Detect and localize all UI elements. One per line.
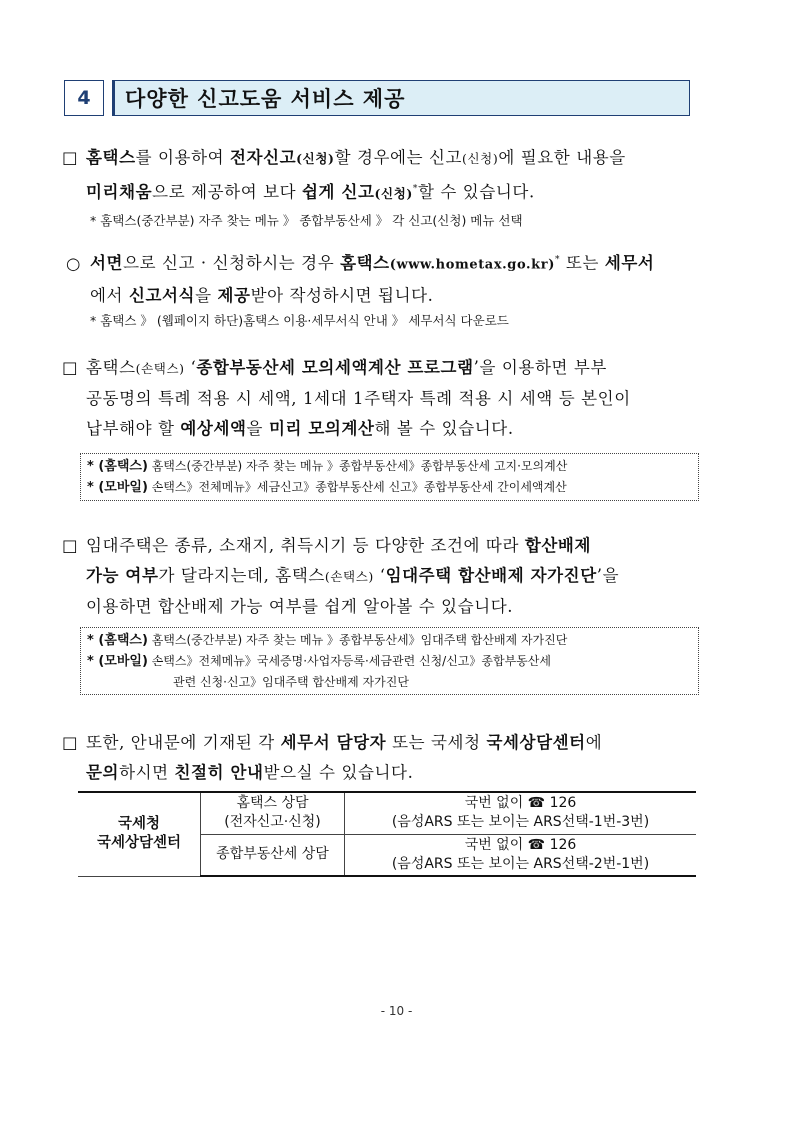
phone-number[interactable]: 국번 없이 ☎ 126 [464, 836, 577, 853]
section-header [64, 80, 690, 118]
paragraph-simulator: □ 홈택스(손택스) ‘종합부동산세 모의세액계산 프로그램’을 이용하면 부부 공동명의 특례 적용 시 세액, 1세대 1주택자 특례 적용 시 세액 등 본인이 납부해야 할 예상세액을 미리 모의계산해 볼 수 있습니다. [62, 353, 702, 444]
paragraph-rental-exclusion: □ 임대주택은 종류, 소재지, 취득시기 등 다양한 조건에 따라 합산배제 가능 여부가 달라지는데, 홈택스(손택스) ‘임대주택 합산배제 자가진단’을 이용하면 합산배제 가능 여부를 쉽게 알아볼 수 있습니다. [62, 531, 702, 622]
path-box-simulator: * (홈택스) 홈택스(중간부분) 자주 찾는 메뉴 》종합부동산세》종합부동산세 고지·모의계산 * (모바일) 손택스》전체메뉴》세금신고》종합부동산세 신고》종합부동산세 간이세액계산 [80, 453, 699, 501]
circle-bullet-icon: ○ [66, 253, 81, 273]
phone-number[interactable]: 국번 없이 ☎ 126 [464, 795, 577, 812]
paragraph-prefill: □ 홈택스를 이용하여 전자신고(신청)할 경우에는 신고(신청)에 필요한 내용을 미리채움으로 제공하여 보다 쉽게 신고(신청)*할 수 있습니다. [62, 143, 702, 209]
footnote-hometax-menu: * 홈택스(중간부분) 자주 찾는 메뉴 》 종합부동산세 》 각 신고(신청) 메뉴 선택 [90, 213, 523, 228]
phone-cell: 국번 없이 ☎ 126 (음성ARS 또는 보이는 ARS선택-1번-3번) [345, 792, 697, 834]
table-row [78, 792, 696, 834]
footnote-form-download: * 홈택스 》 (웹페이지 하단)홈택스 이용·세무서식 안내 》 세무서식 다운로드 [90, 313, 509, 328]
org-cell: 국세청 국세상담센터 [78, 792, 201, 876]
phone-cell: 국번 없이 ☎ 126 (음성ARS 또는 보이는 ARS선택-2번-1번) [345, 834, 697, 876]
section-title: 다양한 신고도움 서비스 제공 [112, 80, 690, 116]
section-number: 4 [64, 80, 104, 116]
page-number: - 10 - [380, 1004, 413, 1018]
service-cell: 홈택스 상담 (전자신고·신청) [201, 792, 345, 834]
path-box-rental: * (홈택스) 홈택스(중간부분) 자주 찾는 메뉴 》종합부동산세》임대주택 합산배제 자가진단 * (모바일) 손택스》전체메뉴》국세증명·사업자등록·세금관련 신청/신고》종합부동산세 관련 신청·신고》임대주택 합산배제 자가진단 [80, 627, 699, 695]
square-bullet-icon: □ [62, 733, 79, 752]
square-bullet-icon: □ [62, 536, 79, 555]
paragraph-inquiry: □ 또한, 안내문에 기재된 각 세무서 담당자 또는 국세청 국세상담센터에 문의하시면 친절히 안내받으실 수 있습니다. [62, 728, 702, 788]
hometax-url-link[interactable]: (www.hometax.go.kr) [389, 257, 555, 273]
contact-table [78, 791, 696, 877]
service-cell: 종합부동산세 상담 [201, 834, 345, 876]
paragraph-paper-filing: ○ 서면으로 신고 · 신청하시는 경우 홈택스(www.hometax.go.kr)* 또는 세무서 에서 신고서식을 제공받아 작성하시면 됩니다. [66, 245, 706, 311]
square-bullet-icon: □ [62, 148, 79, 167]
square-bullet-icon: □ [62, 358, 79, 377]
